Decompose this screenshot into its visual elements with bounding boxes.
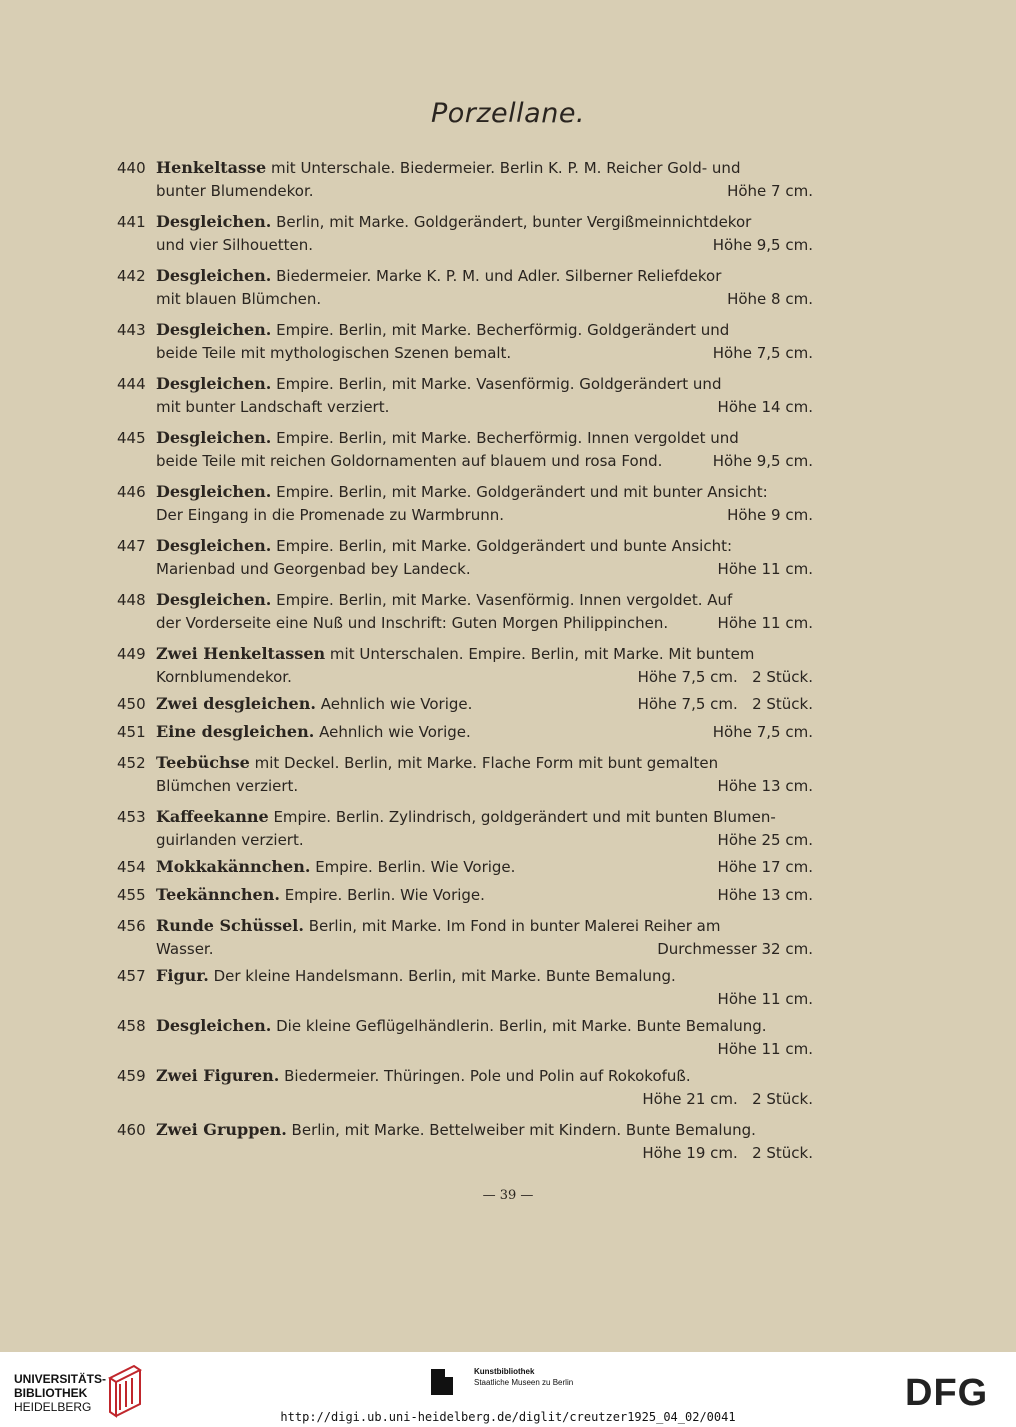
source-url[interactable]: http://digi.ub.uni-heidelberg.de/diglit/creutzer1925_04_02/0041 xyxy=(280,1410,736,1424)
catalog-entry xyxy=(117,427,833,472)
entry-description: Empire. Berlin. Wie Vorige. xyxy=(284,885,485,904)
entry-number: 447 xyxy=(117,537,146,555)
catalog-entry xyxy=(117,915,833,960)
entry-description: Empire. Berlin, mit Marke. Becherförmig. Goldgerändert und xyxy=(276,321,730,339)
entry-number: 450 xyxy=(117,695,146,713)
entry-name: Desgleichen. xyxy=(156,320,272,339)
entry-name: Desgleichen. xyxy=(156,374,272,393)
entry-description: Empire. Berlin, mit Marke. Goldgerändert und bunte Ansicht: xyxy=(276,537,733,555)
entry-name: Desgleichen. xyxy=(156,266,272,285)
catalog-entry xyxy=(117,693,833,716)
entry-measurement: Höhe 14 cm. xyxy=(717,397,813,416)
entry-number: 456 xyxy=(117,917,146,935)
entry-name: Desgleichen. xyxy=(156,590,272,609)
entry-description: Empire. Berlin, mit Marke. Vasenförmig. Innen vergoldet. Auf xyxy=(276,591,733,609)
dfg-logo[interactable]: DFG xyxy=(905,1372,989,1414)
catalog-entry xyxy=(117,481,833,526)
entry-description: Der kleine Handelsmann. Berlin, mit Marke. Bunte Bemalung. xyxy=(213,967,676,985)
entry-name: Zwei Gruppen. xyxy=(156,1120,287,1139)
entry-description-cont: und vier Silhouetten. xyxy=(156,235,314,254)
kunstbibliothek-icon xyxy=(431,1369,467,1395)
entry-description-cont: bunter Blumendekor. xyxy=(156,181,314,200)
entry-description-cont: Marienbad und Georgenbad bey Landeck. xyxy=(156,559,471,578)
entry-measurement: Höhe 9,5 cm. xyxy=(712,451,813,470)
entry-name: Teebüchse xyxy=(156,753,250,772)
entry-description: Berlin, mit Marke. Goldgerändert, bunter Vergißmeinnichtdekor xyxy=(276,213,752,231)
entry-description: Empire. Berlin, mit Marke. Vasenförmig. Goldgerändert und xyxy=(276,375,722,393)
entry-number: 459 xyxy=(117,1067,146,1085)
entry-description: mit Deckel. Berlin, mit Marke. Flache Form mit bunt gemalten xyxy=(254,754,719,772)
kb-line-2: Staatliche Museen zu Berlin xyxy=(474,1378,574,1387)
catalog-entry xyxy=(117,589,833,634)
entry-name: Zwei Figuren. xyxy=(156,1066,280,1085)
entry-number: 453 xyxy=(117,808,146,826)
catalog-entries xyxy=(117,157,833,1173)
catalog-entry xyxy=(117,211,833,256)
entry-description: Empire. Berlin, mit Marke. Goldgerändert und mit bunter Ansicht: xyxy=(276,483,768,501)
entry-name: Desgleichen. xyxy=(156,212,272,231)
entry-measurement: Höhe 17 cm. xyxy=(717,858,813,876)
entry-description-cont: guirlanden verziert. xyxy=(156,830,304,849)
entry-description: Biedermeier. Marke K. P. M. und Adler. Silberner Reliefdekor xyxy=(276,267,722,285)
entry-description-cont: mit bunter Landschaft verziert. xyxy=(156,397,390,416)
entry-measurement: Höhe 9,5 cm. xyxy=(712,235,813,254)
entry-number: 446 xyxy=(117,483,146,501)
entry-name: Desgleichen. xyxy=(156,428,272,447)
entry-description: Biedermeier. Thüringen. Pole und Polin auf Rokokofuß. xyxy=(284,1067,691,1085)
entry-measurement: Höhe 13 cm. xyxy=(717,776,813,795)
entry-measurement: Höhe 25 cm. xyxy=(717,830,813,849)
ub-line-3: HEIDELBERG xyxy=(14,1400,92,1414)
entry-name: Runde Schüssel. xyxy=(156,916,304,935)
ub-line-1: UNIVERSITÄTS- xyxy=(14,1372,107,1386)
catalog-entry xyxy=(117,856,833,879)
entry-description-cont: beide Teile mit reichen Goldornamenten auf blauem und rosa Fond. xyxy=(156,451,663,470)
entry-number: 460 xyxy=(117,1121,146,1139)
catalog-entry xyxy=(117,157,833,202)
entry-description: Aehnlich wie Vorige. xyxy=(319,722,471,741)
entry-measurement: Höhe 7,5 cm. 2 Stück. xyxy=(637,667,813,686)
entry-name: Kaffeekanne xyxy=(156,807,269,826)
entry-number: 449 xyxy=(117,645,146,663)
entry-measurement: Höhe 11 cm. xyxy=(717,989,813,1008)
page-title: Porzellane. xyxy=(430,98,586,129)
catalog-entry xyxy=(117,535,833,580)
entry-measurement: Höhe 11 cm. xyxy=(717,559,813,578)
kb-line-1: Kunstbibliothek xyxy=(474,1367,535,1376)
entry-number: 455 xyxy=(117,885,146,904)
ub-line-2: BIBLIOTHEK xyxy=(14,1386,88,1400)
entry-measurement: Höhe 11 cm. xyxy=(717,1039,813,1058)
entry-measurement: Höhe 9 cm. xyxy=(727,505,813,524)
entry-description: Empire. Berlin, mit Marke. Becherförmig. Innen vergoldet und xyxy=(276,429,739,447)
entry-description: Berlin, mit Marke. Im Fond in bunter Malerei Reiher am xyxy=(308,917,721,935)
entry-description: mit Unterschalen. Empire. Berlin, mit Marke. Mit buntem xyxy=(329,645,755,663)
catalog-entry xyxy=(117,1015,833,1060)
catalog-entry xyxy=(117,319,833,364)
entry-number: 444 xyxy=(117,375,146,393)
kunstbibliothek-logo[interactable] xyxy=(432,1366,573,1388)
ub-heidelberg-logo[interactable] xyxy=(14,1372,106,1414)
entry-description-cont: Der Eingang in die Promenade zu Warmbrunn. xyxy=(156,505,505,524)
catalog-entry xyxy=(117,373,833,418)
entry-number: 458 xyxy=(117,1017,146,1035)
entry-description-cont: Kornblumendekor. xyxy=(156,667,292,686)
entry-number: 454 xyxy=(117,858,146,876)
catalog-entry xyxy=(117,265,833,310)
entry-description: Empire. Berlin. Zylindrisch, goldgerändert und mit bunten Blumen- xyxy=(273,808,776,826)
catalog-entry xyxy=(117,721,833,744)
catalog-entry xyxy=(117,965,833,1010)
entry-number: 443 xyxy=(117,321,146,339)
entry-measurement: Höhe 11 cm. xyxy=(717,613,813,632)
entry-description: Berlin, mit Marke. Bettelweiber mit Kindern. Bunte Bemalung. xyxy=(291,1121,756,1139)
entry-number: 448 xyxy=(117,591,146,609)
page-number: — 39 — xyxy=(482,1188,534,1203)
entry-number: 441 xyxy=(117,213,146,231)
entry-description: Empire. Berlin. Wie Vorige. xyxy=(315,858,516,876)
entry-name: Eine desgleichen. xyxy=(156,721,315,741)
catalog-entry xyxy=(117,806,833,851)
entry-number: 451 xyxy=(117,722,146,741)
entry-measurement: Höhe 19 cm. 2 Stück. xyxy=(642,1143,813,1162)
entry-description-cont: Blümchen verziert. xyxy=(156,776,299,795)
entry-name: Teekännchen. xyxy=(156,884,280,904)
entry-measurement: Durchmesser 32 cm. xyxy=(657,939,813,958)
entry-name: Figur. xyxy=(156,966,209,985)
catalog-entry xyxy=(117,1119,833,1164)
entry-description: mit Unterschale. Biedermeier. Berlin K. P. M. Reicher Gold- und xyxy=(271,159,741,177)
entry-description-cont: beide Teile mit mythologischen Szenen bemalt. xyxy=(156,343,512,362)
entry-measurement: Höhe 13 cm. xyxy=(717,885,813,904)
entry-measurement: Höhe 8 cm. xyxy=(727,289,813,308)
entry-measurement: Höhe 7,5 cm. xyxy=(712,343,813,362)
entry-name: Desgleichen. xyxy=(156,482,272,501)
entry-number: 452 xyxy=(117,754,146,772)
entry-description: Die kleine Geflügelhändlerin. Berlin, mit Marke. Bunte Bemalung. xyxy=(276,1017,767,1035)
entry-measurement: Höhe 21 cm. 2 Stück. xyxy=(642,1089,813,1108)
entry-name: Zwei desgleichen. xyxy=(156,694,316,713)
catalog-entry xyxy=(117,1065,833,1110)
entry-name: Desgleichen. xyxy=(156,1016,272,1035)
entry-number: 442 xyxy=(117,267,146,285)
entry-measurement: Höhe 7 cm. xyxy=(727,181,813,200)
entry-number: 445 xyxy=(117,429,146,447)
entry-name: Henkeltasse xyxy=(156,158,267,177)
entry-description-cont: mit blauen Blümchen. xyxy=(156,289,322,308)
catalog-entry xyxy=(117,752,833,797)
entry-measurement: Höhe 7,5 cm. xyxy=(712,722,813,741)
entry-name: Zwei Henkeltassen xyxy=(156,644,326,663)
entry-name: Mokkakännchen. xyxy=(156,857,311,876)
footer-bar xyxy=(0,1352,1016,1427)
entry-name: Desgleichen. xyxy=(156,536,272,555)
entry-number: 440 xyxy=(117,159,146,177)
entry-number: 457 xyxy=(117,967,146,985)
catalog-entry xyxy=(117,643,833,688)
entry-description: Aehnlich wie Vorige. xyxy=(320,695,473,713)
entry-description-cont: Wasser. xyxy=(156,939,214,958)
catalog-entry xyxy=(117,884,833,907)
entry-measurement: Höhe 7,5 cm. 2 Stück. xyxy=(637,695,813,713)
entry-description-cont: der Vorderseite eine Nuß und Inschrift: Guten Morgen Philippinchen. xyxy=(156,613,669,632)
